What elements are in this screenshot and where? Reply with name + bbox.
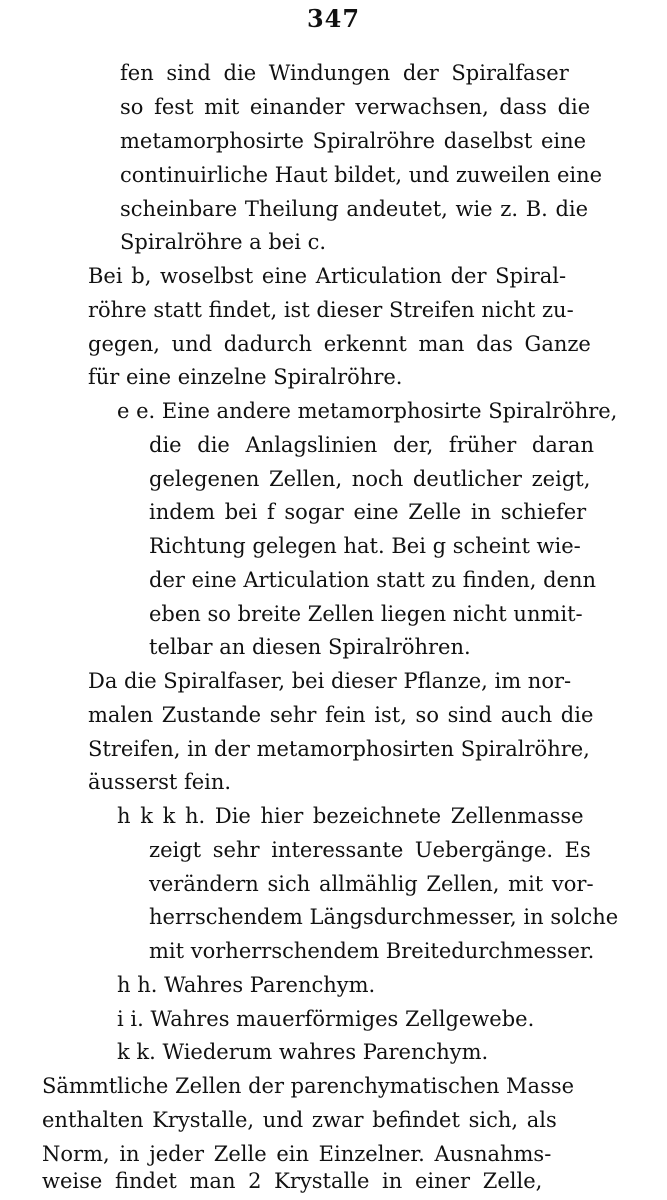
text-line: Richtung gelegen hat. Bei g scheint wie- <box>149 534 581 558</box>
text-line: metamorphosirte Spiralröhre daselbst eine <box>120 129 587 153</box>
text-line: enthalten Krystalle, und zwar befindet sich, als <box>42 1108 557 1132</box>
text-line: Sämmtliche Zellen der parenchymatischen Masse <box>42 1074 575 1098</box>
text-line: röhre statt findet, ist dieser Streifen nicht zu- <box>88 298 574 322</box>
text-line: continuirliche Haut bildet, und zuweilen eine <box>120 163 603 187</box>
text-line: indem bei f sogar eine Zelle in schiefer <box>149 500 587 524</box>
text-line: Bei b, woselbst eine Articulation der Spiral- <box>88 264 567 288</box>
text-line: der eine Articulation statt zu finden, denn <box>149 568 596 592</box>
text-line: die die Anlagslinien der, früher daran <box>149 433 594 457</box>
text-line: mit vorherrschendem Breitedurchmesser. <box>149 939 595 963</box>
text-line: h k k h. Die hier bezeichnete Zellenmasse <box>117 804 584 828</box>
text-line: telbar an diesen Spiralröhren. <box>149 635 471 659</box>
text-line: herrschendem Längsdurchmesser, in solche <box>149 905 619 929</box>
text-line: äusserst fein. <box>88 770 232 794</box>
text-line: i i. Wahres mauerförmiges Zellgewebe. <box>117 1007 535 1031</box>
text-line: gegen, und dadurch erkennt man das Ganze <box>88 332 591 356</box>
text-line: weise findet man 2 Krystalle in einer Zelle, <box>42 1169 543 1193</box>
text-line: verändern sich allmählig Zellen, mit vor- <box>149 872 594 896</box>
text-line: für eine einzelne Spiralröhre. <box>88 365 403 389</box>
text-line: so fest mit einander verwachsen, dass die <box>120 95 591 119</box>
text-line: Da die Spiralfaser, bei dieser Pflanze, im nor- <box>88 669 572 693</box>
text-line: malen Zustande sehr fein ist, so sind auch die <box>88 703 594 727</box>
text-line: Spiralröhre a bei c. <box>120 230 327 254</box>
text-line: zeigt sehr interessante Uebergänge. Es <box>149 838 591 862</box>
text-line: fen sind die Windungen der Spiralfaser <box>120 61 569 85</box>
text-line: Norm, in jeder Zelle ein Einzelner. Ausnahms- <box>42 1142 552 1166</box>
text-line: eben so breite Zellen liegen nicht unmit- <box>149 602 583 626</box>
text-line: e e. Eine andere metamorphosirte Spiralröhre, <box>117 399 618 423</box>
page-number: 347 <box>306 4 361 33</box>
text-line: Streifen, in der metamorphosirten Spiralröhre, <box>88 737 590 761</box>
text-line: h h. Wahres Parenchym. <box>117 973 376 997</box>
text-line: k k. Wiederum wahres Parenchym. <box>117 1040 489 1064</box>
text-line: gelegenen Zellen, noch deutlicher zeigt, <box>149 467 591 491</box>
text-line: scheinbare Theilung andeutet, wie z. B. die <box>120 197 589 221</box>
